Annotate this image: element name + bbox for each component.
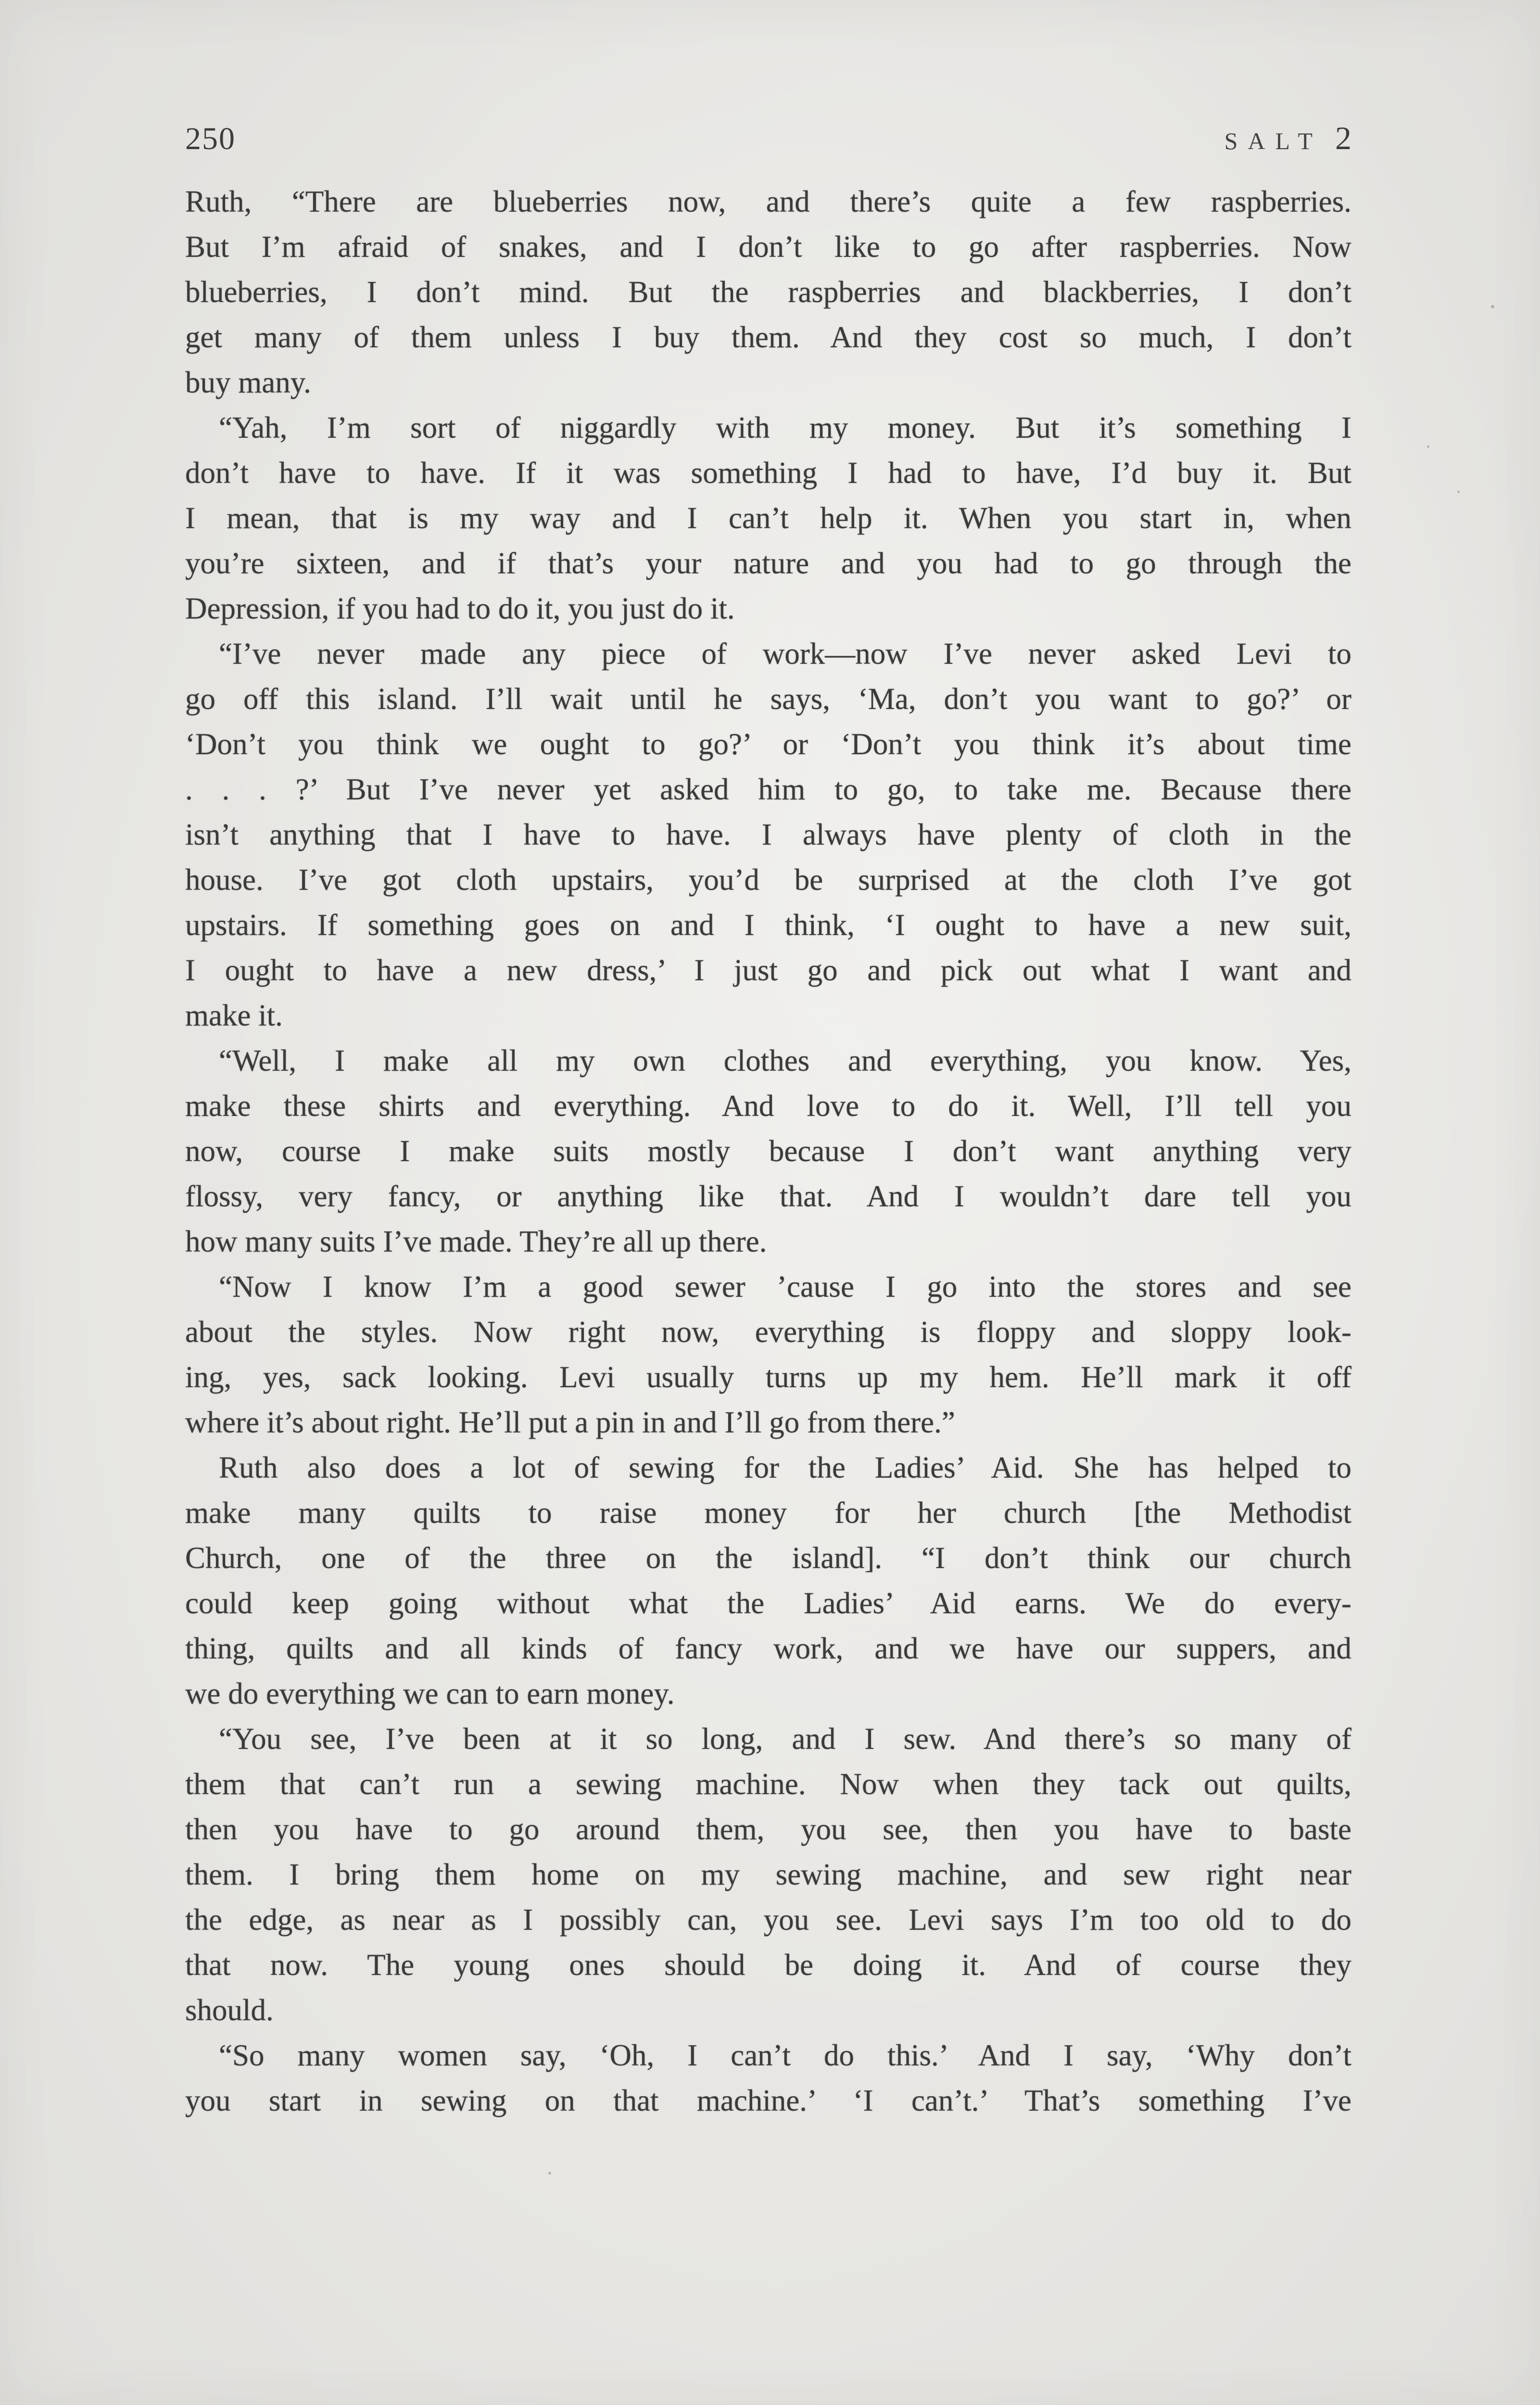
text-line: then you have to go around them, you see, then you have to baste (185, 1812, 1351, 1846)
text-line: isn’t anything that I have to have. I always have plenty of cloth in the (185, 818, 1351, 851)
text-line: you’re sixteen, and if that’s your nature and you had to go through the (185, 546, 1351, 580)
running-volume-number: 2 (1335, 120, 1351, 156)
text-line: make these shirts and everything. And love to do it. Well, I’ll tell you (185, 1089, 1351, 1123)
page-number: 250 (185, 121, 236, 156)
text-line: could keep going without what the Ladies’ Aid earns. We do every- (185, 1586, 1351, 1620)
text-line: blueberries, I don’t mind. But the raspberries and blackberries, I don’t (185, 275, 1351, 309)
text-line: “You see, I’ve been at it so long, and I sew. And there’s so many of (219, 1722, 1351, 1756)
paper-speck (1427, 445, 1429, 448)
text-line: flossy, very fancy, or anything like that. And I wouldn’t dare tell you (185, 1179, 1351, 1213)
text-line: I ought to have a new dress,’ I just go and pick out what I want and (185, 953, 1351, 987)
text-line: thing, quilts and all kinds of fancy work, and we have our suppers, and (185, 1632, 1351, 1665)
text-line: “Well, I make all my own clothes and everything, you know. Yes, (219, 1044, 1351, 1077)
text-line: buy many. (185, 366, 311, 399)
text-line: where it’s about right. He’ll put a pin in and I’ll go from there.” (185, 1405, 955, 1439)
text-line: ‘Don’t you think we ought to go?’ or ‘Don’t you think it’s about time (185, 727, 1351, 761)
text-line: them that can’t run a sewing machine. Now when they tack out quilts, (185, 1767, 1351, 1801)
text-line: make it. (185, 999, 283, 1032)
text-line: I mean, that is my way and I can’t help it. When you start in, when (185, 501, 1351, 535)
text-line: make many quilts to raise money for her church [the Methodist (185, 1496, 1351, 1530)
text-line: house. I’ve got cloth upstairs, you’d be surprised at the cloth I’ve got (185, 863, 1351, 897)
text-line: the edge, as near as I possibly can, you see. Levi says I’m too old to do (185, 1903, 1351, 1937)
page-body (185, 179, 1351, 2123)
text-line: “I’ve never made any piece of work—now I’ve never asked Levi to (219, 637, 1351, 671)
text-line: Ruth also does a lot of sewing for the Ladies’ Aid. She has helped to (219, 1451, 1351, 1484)
text-line: don’t have to have. If it was something I had to have, I’d buy it. But (185, 456, 1351, 490)
text-line: “Yah, I’m sort of niggardly with my money. But it’s something I (219, 411, 1351, 444)
text-line: “Now I know I’m a good sewer ’cause I go into the stores and see (219, 1270, 1351, 1304)
text-line: you start in sewing on that machine.’ ‘I can’t.’ That’s something I’ve (185, 2084, 1351, 2117)
text-line: go off this island. I’ll wait until he says, ‘Ma, don’t you want to go?’ or (185, 682, 1351, 716)
text-line: get many of them unless I buy them. And they cost so much, I don’t (185, 320, 1351, 354)
text-line: Church, one of the three on the island]. “I don’t think our church (185, 1541, 1351, 1575)
text-line: Depression, if you had to do it, you just do it. (185, 592, 735, 625)
text-line: But I’m afraid of snakes, and I don’t like to go after raspberries. Now (185, 230, 1351, 264)
text-line: “So many women say, ‘Oh, I can’t do this.’ And I say, ‘Why don’t (219, 2038, 1351, 2072)
paper-speck (1457, 491, 1460, 493)
text-line: about the styles. Now right now, everything is floppy and sloppy look- (185, 1315, 1351, 1349)
text-line: upstairs. If something goes on and I think, ‘I ought to have a new suit, (185, 908, 1351, 942)
running-head-right (1224, 119, 1351, 157)
paper-speck (1491, 305, 1494, 308)
text-line: them. I bring them home on my sewing machine, and sew right near (185, 1858, 1351, 1891)
running-title: SALT (1224, 127, 1323, 154)
text-line: that now. The young ones should be doing it. And of course they (185, 1948, 1351, 1982)
text-line: . . . ?’ But I’ve never yet asked him to go, to take me. Because there (185, 772, 1351, 806)
text-line: we do everything we can to earn money. (185, 1677, 675, 1710)
paper-speck (548, 2172, 551, 2175)
text-line: Ruth, “There are blueberries now, and there’s quite a few raspberries. (185, 185, 1351, 218)
text-line: now, course I make suits mostly because I don’t want anything very (185, 1134, 1351, 1168)
text-line: how many suits I’ve made. They’re all up there. (185, 1225, 767, 1258)
text-line: should. (185, 1993, 274, 2027)
running-head (185, 119, 1351, 157)
text-line: ing, yes, sack looking. Levi usually turns up my hem. He’ll mark it off (185, 1360, 1351, 1394)
